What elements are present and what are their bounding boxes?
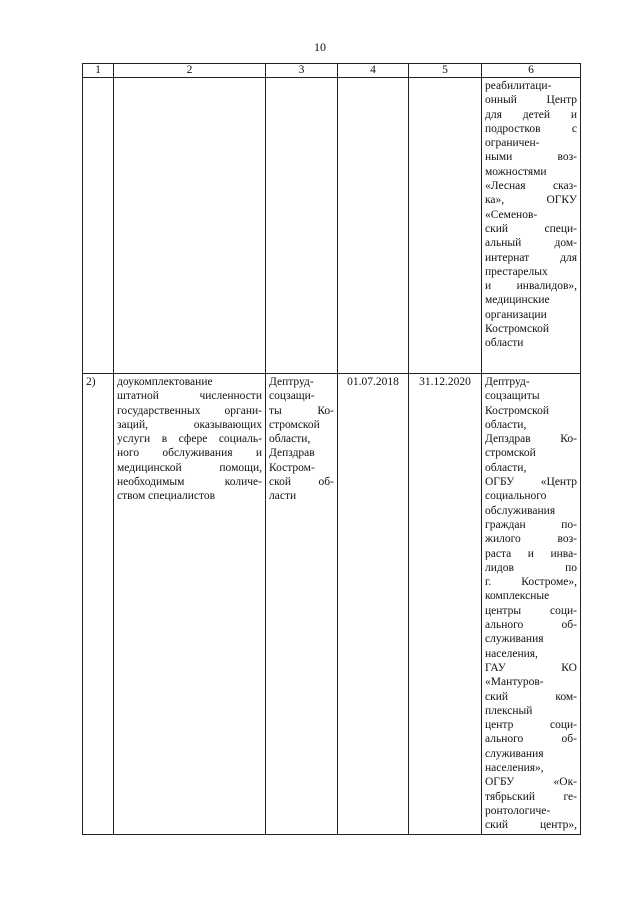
end-date: 31.12.2020 xyxy=(409,374,482,835)
page-number: 10 xyxy=(314,40,326,54)
column-number-2: 2 xyxy=(114,64,266,78)
measures-table xyxy=(82,63,581,835)
column-number-row xyxy=(83,64,581,78)
measure-description: доукомплектование штатной численности государственных органи- заций, оказывающих услуги в сфере социаль- ного обслуживания и медицинской помощи, необходимым количе- ством специалистов xyxy=(114,374,266,835)
table-row xyxy=(83,374,581,835)
row-number: 2) xyxy=(83,374,114,835)
column-number-5: 5 xyxy=(409,64,482,78)
column-number-4: 4 xyxy=(338,64,409,78)
responsible-authority: Дептруд- соцзащи- ты Ко- стромской области, Депздрав Костром- ской об- ласти xyxy=(266,374,338,835)
column-number-1: 1 xyxy=(83,64,114,78)
column-number-6: 6 xyxy=(482,64,581,78)
table-row-continuation xyxy=(83,78,581,374)
executors-cell: Дептруд- соцзащиты Костромской области, Депздрав Ко- стромской области, ОГБУ «Центр социального обслуживания граждан по- жилого воз- раста и инва- лидов по г. Костроме», комплексные центры соци- ального об- служивания населения, ГАУ КО «Мантуров- ский ком- плексный центр соци- ального об- служивания населения», ОГБУ «Ок- тябрьский ге- ронтологиче- ский центр», xyxy=(482,374,581,835)
executors-cell-continued: реабилитаци- онный Центр для детей и подростков с ограничен- ными воз- можностями «Лесная сказ- ка», ОГКУ «Семенов- ский специ- альный дом- интернат для престарелых и инвалидов», медицинские организации Костромской области xyxy=(482,78,581,374)
column-number-3: 3 xyxy=(266,64,338,78)
start-date: 01.07.2018 xyxy=(338,374,409,835)
